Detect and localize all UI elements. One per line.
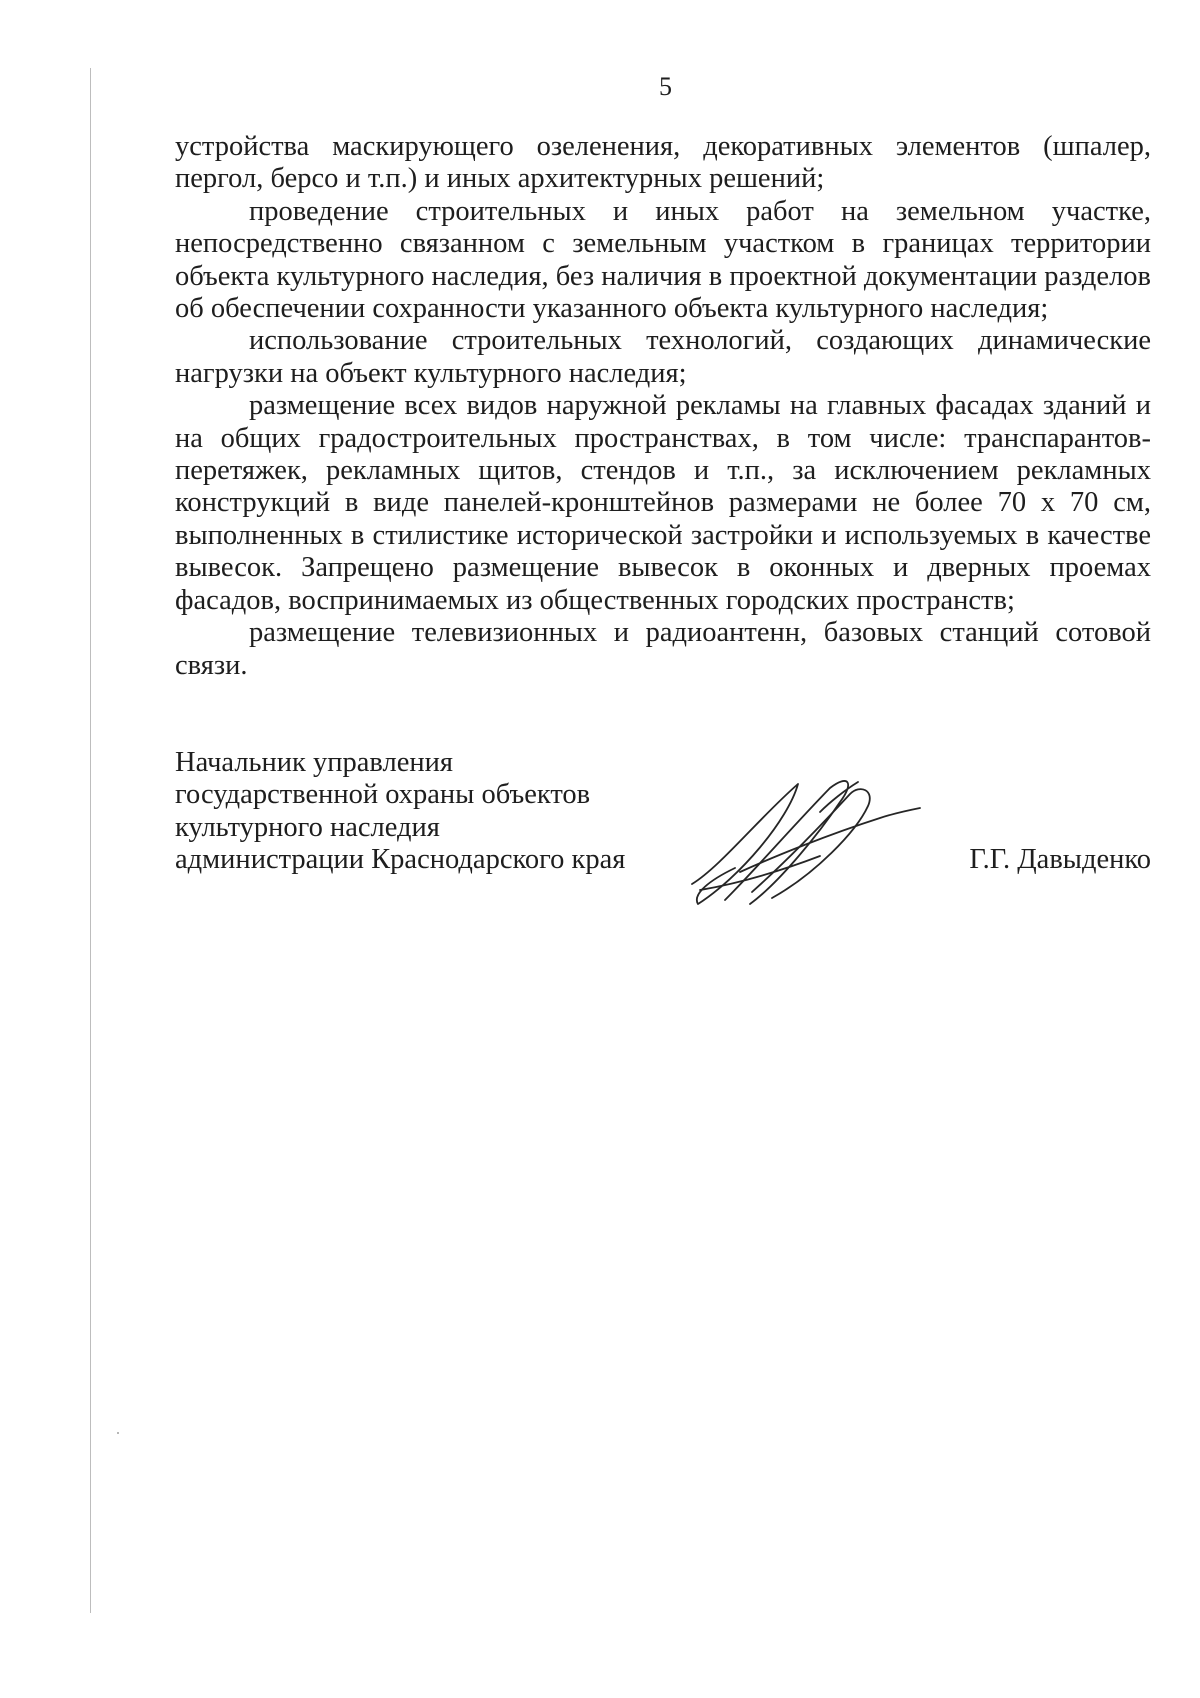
paragraph-continued-masking-greenery: устройства маскирующего озеленения, декоративных элементов (шпалер, пергол, берсо и т.п.) и иных архитектурных решений; (175, 131, 1151, 195)
paragraph-outdoor-advertising: размещение всех видов наружной рекламы на главных фасадах зданий и на общих градостроительных пространствах, в том числе: транспарантов-перетяжек, рекламных щитов, стендов и т.п., за исключением рекламных конструкций в виде панелей-кронштейнов размерами не более 70 х 70 см, выполненных в стилистике исторической застройки и используемых в качестве вывесок. Запрещено размещение вывесок в оконных и дверных проемах фасадов, воспринимаемых из общественных городских пространств; (175, 390, 1151, 616)
signer-position-line: государственной охраны объектов (175, 779, 591, 811)
handwritten-signature (680, 772, 930, 912)
signer-position-line: Начальник управления (175, 747, 453, 778)
signer-name: Г.Г. Давыденко (969, 844, 1151, 875)
signer-position-line: культурного наследия (175, 811, 440, 843)
paragraph-dynamic-loads: использование строительных технологий, создающих динамические нагрузки на объект культурного наследия; (175, 325, 1151, 389)
signer-position-line: администрации Краснодарского края (175, 844, 626, 876)
signer-position (175, 747, 625, 877)
signature-block (175, 747, 1151, 927)
paragraph-construction-works: проведение строительных и иных работ на земельном участке, непосредственно связанном с земельным участком в границах территории объекта культурного наследия, без наличия в проектной документации разделов об обеспечении сохранности указанного объекта культурного наследия; (175, 195, 1151, 325)
scan-edge-line (90, 68, 91, 1613)
scan-speck (117, 1432, 119, 1434)
paragraph-antennas: размещение телевизионных и радиоантенн, базовых станций сотовой связи. (175, 617, 1151, 681)
page-number: 5 (659, 72, 672, 101)
document-body (175, 131, 1151, 682)
